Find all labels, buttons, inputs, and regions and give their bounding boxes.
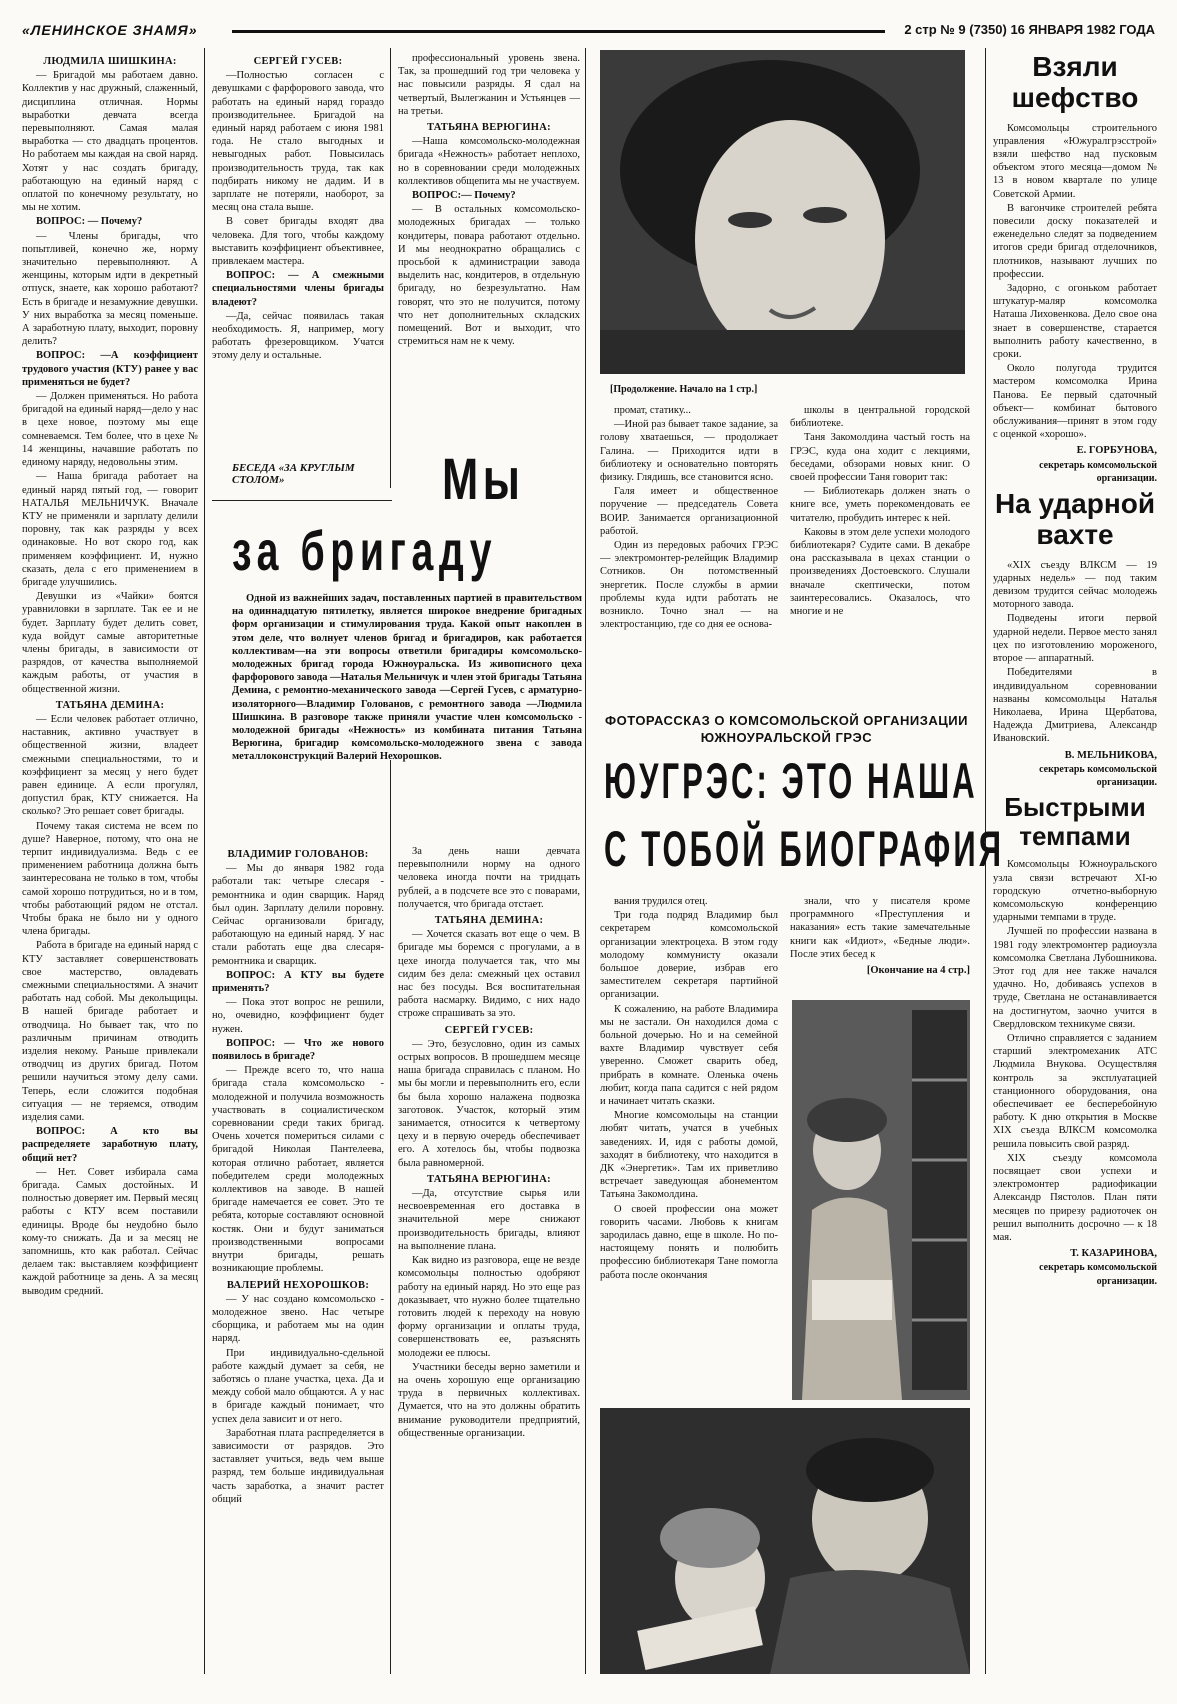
paragraph: — Пока этот вопрос не решили, но, очевидно, коэффициент будет нужен. [212, 997, 384, 1035]
paragraph: Три года подряд Владимир был секретарем комсомольской организации электроцеха. В этом году молодому коммунисту оказали большое доверие, избрав его заместителем секретаря партийной организации. [600, 910, 778, 1001]
column-rule [390, 760, 391, 1674]
portrait-photo [600, 50, 965, 374]
brief-headline: На ударной вахте [994, 488, 1156, 550]
paragraph: — Мы до января 1982 года работали так: четыре слесаря - ремонтника и один сварщик. Наряд был один. Зарплату делили поровну. Сейчас организовали бригаду, работающую на единый наряд. У нас стали работать еще два слесаря-ремонтника и сварщик. [212, 863, 384, 967]
paragraph: К сожалению, на работе Владимира мы не застали. Он находился дома с больной дочерью. Но и на семейной вахте Владимир чувствует себя уверенно. Сможет сварить обед, прибрать в комнате. Оленька очень любит, когда папа садится с ней рядом и начинает читать сказки. [600, 1003, 778, 1108]
lead-paragraph [232, 592, 582, 764]
speaker-name: ТАТЬЯНА ДЕМИНА: [55, 699, 165, 711]
paragraph: — Библиотекарь должен знать о книге все, уметь порекомендовать ее читателю, пробудить интерес к ней. [790, 486, 970, 524]
interview-column-2-top [212, 52, 384, 432]
paragraph: Галя имеет и общественное поручение — председатель Совета ВОИР. Занимается организационной работой. [600, 486, 778, 537]
speaker-name: СЕРГЕЙ ГУСЕВ: [444, 1024, 534, 1036]
continuation-note: [Продолжение. Начало на 1 стр.] [610, 384, 758, 395]
author-signature: В. МЕЛЬНИКОВА, [1064, 749, 1157, 761]
column-rule [204, 48, 205, 1674]
paragraph: Таня Закомолдина частый гость на ГРЭС, куда она ходит с лекциями, беседами, обзорами новых книг. О своей профессии Таня говорит так: [790, 432, 970, 484]
paragraph: Работа в бригаде на единый наряд с КТУ заставляет совершенствовать свое мастерство, овладевать смежными специальностями. А значит работать над собой. Мы декольщицы. В нашей бригаде работает и отводчица. Но бывает так, что по различным причинам отводить изделия некому. Раньше привлекали отводчиц из других бригад. Потом решили научиться этому делу сами. Теперь, если сложится подобная ситуация — не теряемся, отводим изделия сами. [22, 940, 198, 1124]
paragraph: В совет бригады входят два человека. Для того, чтобы каждому выставить коэффициент объективнее, привлекаем мастера. [212, 216, 384, 268]
paragraph: профессиональный уровень звена. Так, за прошедший год три человека у нас повысили разряды. Я сдал на четвертый, Вылегжанин и Устьянцев — на третьи. [398, 53, 580, 117]
paragraph: — Хочется сказать вот еще о чем. В бригаде мы боремся с прогулами, а в цехе иногда получается так, что мы сидим без дела: смежный цех оставил нас без посуды. Вся воспитательная работа насмарку. Видимо, с них надо строже спрашивать за это. [398, 929, 580, 1020]
paragraph: — Это, безусловно, один из самых острых вопросов. В прошедшем месяце наша бригада справилась с планом. Но мы бы могли и перевыполнить его, если бы была хорошо налажена подвозка заготовок. Участок, который этим занимается, относится к четвертому цеху и в первую очередь обеспечивает его. А хотелось бы, чтобы подвозка была равномерной. [398, 1038, 580, 1169]
paragraph: Заработная плата распределяется в зависимости от разрядов. Это заставляет учиться, ведь чем выше разряд, тем больше индивидуальная часть заработка, а значит растет общий [212, 1427, 384, 1505]
paragraph: школы в центральной городской библиотеке. [790, 405, 970, 430]
headline-brigade: за бригаду [232, 519, 498, 582]
paragraph: Участники беседы верно заметили и на очень хорошую еще организацию труда в первичных коллективах. Думается, что на это должны обратить внимание руководители предприятий, общественные организации. [398, 1361, 580, 1439]
paragraph: —Полностью согласен с девушками с фарфорового завода, что работать на единый наряд гораздо производительнее. Бригадой на единый наряд работаем с июня 1981 года. Не стало выгодных и невыгодных работ. Повысилась производительность труда, так как подбирать никому не дадим. И в зарплате не потеряли, наоборот, за месяц она стала выше. [212, 70, 384, 214]
author-signature: Е. ГОРБУНОВА, [1076, 445, 1157, 457]
paragraph: — Члены бригады, что попытливей, конечно же, норму значительно перевыполняют. А женщины, которым идти в декретный отпуск, знаете, как хорошо работают? Есть в бригаде и незамужние девушки. У них выработка за месяц поменьше. А заработную плату, выходит, поровну делить? [22, 230, 198, 348]
paragraph: — Бригадой мы работаем давно. Коллектив у нас дружный, слаженный, дисциплина отличная. Нормы выработки девчата всегда перевыполняют. Самая малая выработка — сто двадцать процентов. Но работаем мы каждая на свой наряд. Хотят у нас создать бригаду, работающую на единый наряд с оплатой по конечному результату, но мы не хотим. [22, 70, 198, 214]
newspaper-title: «ЛЕНИНСКОЕ ЗНАМЯ» [22, 22, 198, 38]
author-signature: [Окончание на 4 стр.] [866, 965, 970, 977]
paragraph: Комсомольцы строительного управления «Южуралгрэсстрой» взяли шефство над пусковым объектом этого месяца—домом № 13 в новом квартале по улице Советской Армии. [993, 122, 1157, 200]
paragraph: вания трудился отец. [614, 896, 708, 907]
photo-story-column-5b [790, 895, 970, 990]
headline-yugres-2: С ТОБОЙ БИОГРАФИЯ [604, 821, 1005, 877]
paragraph: Почему такая система не всем по душе? Наверное, потому, что она не терпит индивидуализма. Ведь с ее применением работница должна быть заинтересована не только в том, чтобы самой хорошо потрудиться, но и в том, чтобы работающий рядом не отстал. Чтобы брака не было ни у одного члена бригады. [22, 820, 198, 938]
interview-question: ВОПРОС: —А коэффициент трудового участия (КТУ) ранее у вас применяться не будет? [22, 350, 198, 388]
paragraph: — В остальных комсомольско-молодежных бригадах — только кондитеры, повара работают отдельно. И мы неоднократно обращались с просьбой к администрации завода выделить нас, кондитеров, в отдельную бригаду, но безрезультатно. Нам говорят, что это не получится, потому что нет дополнительных складских помещений. Вот и выходит, что стремиться нам не к чему. [398, 204, 580, 348]
beseda-label: БЕСЕДА «ЗА КРУГЛЫМ СТОЛОМ» [232, 462, 355, 486]
paragraph: Лучшей по профессии названа в 1981 году электромонтер радиоузла комсомолка Светлана Лубошникова. Этот год для нее также начался удачно. Но, добиваясь успехов в труде, Светлана не останавливается на достигнутом, заочно учится в Свердловском техникуме связи. [993, 926, 1157, 1030]
author-role: секретарь комсомольской организации. [1039, 459, 1157, 484]
paragraph: Победителями в индивидуальном соревновании названы комсомольцы Наталья Николаева, Ирина Щербатова, Надежда Дмитриева, Александр Ивановский. [993, 667, 1157, 745]
photo-story-column-5a [790, 404, 970, 669]
paragraph: Около полугода трудится мастером комсомолка Ирина Панова. Ее первый сдаточный объект— комбинат бытового обслуживания—принят в этом году с оценкой «хорошо». [993, 363, 1157, 441]
speaker-name: ТАТЬЯНА ДЕМИНА: [434, 915, 544, 927]
paragraph: знали, что у писателя кроме программного «Преступления и наказания» есть такие замечательные книги как «Идиот», «Бедные люди». После этих бесед к [790, 896, 970, 960]
paragraph: При индивидуально-сдельной работе каждый думает за себя, не заботясь о плане участка, цеха. Да и между собой мало общаются. А у нас в бригаде каждый понимает, что успех дела зависит и от него. [212, 1347, 384, 1425]
column-rule [585, 48, 586, 1674]
paragraph: — Если человек работает отлично, наставник, активно участвует в общественной жизни, владеет смежными специальностями, то и коэффициент за месяц у него будет равен единице. А если прогулял, допустил брак, КТУ снижается. На сколько? Это решает совет бригады. [22, 713, 198, 818]
interview-column-2-bottom [212, 845, 384, 1673]
library-photo [792, 1000, 970, 1400]
author-signature: Т. КАЗАРИНОВА, [1070, 1248, 1157, 1260]
author-role: секретарь комсомольской организации. [1039, 1262, 1157, 1287]
paragraph: — Должен применяться. Но работа бригадой на единый наряд—дело у нас в цехе новое, поэтому мы еще сомневаемся. Тем более, что в цехе № 14 женщины, начавшие работать по единому наряду, недовольны этим. [22, 391, 198, 469]
paragraph: — Прежде всего то, что наша бригада стала комсомольско - молодежной и получила возможность участвовать в социалистическом соревновании среди таких бригад. Очень хочется помериться силами с бригадой Николая Пантелеева, которая отлично работает, является победителем среди молодежных коллективов на заводе. В нашей бригаде намечается ее совет. Это те ребята, которые составляют основной костяк. Они и будут заниматься производственными вопросами внутри бригады, решать возникающие проблемы. [212, 1065, 384, 1275]
interview-question: ВОПРОС: — Что же нового появилось в бригаде? [212, 1037, 384, 1063]
paragraph: В вагончике строителей ребята повесили доску показателей и еженедельно следят за подведением итогов среди бригад отделочников, плотников, называют лучших по профессии. [993, 202, 1157, 280]
paragraph: Как видно из разговора, еще не везде комсомольцы полностью одобряют работу на единый наряд. Но это еще раз доказывает, что нужно более тщательно готовить людей к переходу на новую форму организации и оплаты труда, совершенствовать ее, разъяснять молодежи ее плюсы. [398, 1255, 580, 1359]
interview-question: ВОПРОС: А КТУ вы будете применять? [212, 969, 384, 995]
paragraph: —Иной раз бывает такое задание, за голову хватаешься, — продолжает Галина. — Приходится идти в библиотеку и основательно повторять физику. Глядишь, все становится ясно. [600, 419, 778, 484]
paragraph: Один из передовых рабочих ГРЭС— электромонтер-релейщик Владимир Сотников. Он потомственный энергетик. После службы в армии проблемы куда идти работать не возникло. Точно знал — на электростанцию, где со дня ее основа- [600, 540, 778, 631]
author-role: секретарь комсомольской организации. [1039, 763, 1157, 788]
brief-headline: Взяли шефство [1011, 51, 1139, 113]
interview-column-3-top [398, 52, 580, 444]
paragraph: О своей профессии она может говорить часами. Любовь к книгам зародилась давно, еще в школе. Но по-настоящему понять и полюбить профессию библиотекаря Тане помогла работа после окончания [600, 1203, 778, 1281]
speaker-name: ЛЮДМИЛА ШИШКИНА: [43, 56, 177, 67]
paragraph: Комсомольцы Южноуральского узла связи встречают XI-ю городскую отчетно-выборную комсомольскую конференцию ударными темпами в труде. [993, 859, 1157, 924]
paragraph: За день наши девчата перевыполнили норму на одного человека иногда почти на тридцать рублей, а в подсчете все это с поварами, получается, что бригада отстает. [398, 846, 580, 910]
issue-line: 2 стр № 9 (7350) 16 ЯНВАРЯ 1982 ГОДА [904, 22, 1155, 37]
right-column-briefs [993, 48, 1157, 1674]
photo-story-column-4a [600, 404, 778, 669]
interview-question: ВОПРОС: А кто вы распределяете заработную плату, общий нет? [22, 1126, 198, 1164]
brief-headline: Быстрыми темпами [1004, 792, 1146, 851]
paragraph: промат, статику... [614, 405, 691, 416]
paragraph: —Наша комсомольско-молодежная бригада «Нежность» работает неплохо, но в соревновании среди молодежных коллективов общепита мы не участвуем. [398, 136, 580, 187]
photo-story-column-4b [600, 895, 778, 1405]
masthead [22, 22, 1155, 42]
interview-column-3-bottom [398, 845, 580, 1673]
speaker-name: ТАТЬЯНА ВЕРЮГИНА: [427, 122, 551, 134]
paragraph: —Да, сейчас появилась такая необходимость. Я, например, могу работать фрезеровщиком. Учатся этому делу и остальные. [212, 310, 384, 362]
paragraph: — Наша бригада работает на единый наряд пятый год, — говорит НАТАЛЬЯ МЕЛЬНИЧУК. Вначале КТУ не применяли и зарплату делили поровну, так как разряды у всех одинаковые. Но вот скоро год, как применяем коэффициент. И, нужно сказать, дела с его применением в бригаде улучшились. [22, 471, 198, 588]
paragraph: Отлично справляется с заданием старший электромеханик АТС Людмила Внукова. Осуществляя контроль за эксплуатацией станционного оборудования, она обеспечивает ее бесперебойную работу. К дню открытия в Москве XIX съезда ВЛКСМ комсомолка решила повысить свой разряд. [993, 1032, 1157, 1150]
rubric-photo-story: ФОТОРАССКАЗ О КОМСОМОЛЬСКОЙ ОРГАНИЗАЦИИ ЮЖНОУРАЛЬСКОЙ ГРЭС [605, 713, 968, 745]
interview-question: ВОПРОС: — Почему? [36, 216, 143, 228]
speaker-name: СЕРГЕЙ ГУСЕВ: [253, 56, 343, 67]
paragraph: —Да, отсутствие сырья или несвоевременная его доставка в значительной мере снижают производительность бригады, влияют на выполнение плана. [398, 1188, 580, 1252]
speaker-name: ВЛАДИМИР ГОЛОВАНОВ: [227, 849, 369, 860]
paragraph: Задорно, с огоньком работает штукатур-маляр комсомолка Наташа Лиховенкова. Дело свое она знает в совершенстве, старается выполнить работу качественно, в сроки. [993, 283, 1157, 361]
paragraph: — Нет. Совет избирала сама бригада. Самых достойных. И полностью доверяет им. Первый месяц работы с КТУ всем поставили единицы. Вроде бы неудобно было кому-то снижать. Да и за месяц не запомнишь, кто как работал. Сейчас делаем так: выставляем коэффициент каждой работнице за день. А за месяц выводим средний. [22, 1166, 198, 1297]
interview-question: ВОПРОС: — А смежными специальностями члены бригады владеют? [212, 270, 384, 308]
paragraph: — У нас создано комсомольско - молодежное звено. Нас четыре сборщика, и работаем мы на один наряд. [212, 1293, 384, 1345]
paragraph: Девушки из «Чайки» боятся уравниловки в зарплате. Так ее и не будет. Зарплату будет делить совет, куда войдут самые авторитетные члены бригады, в зависимости от разрядов, от качества выполняемой каждым работы, от участия в общественной жизни. [22, 591, 198, 695]
masthead-rule [232, 30, 885, 33]
paragraph: «XIX съезду ВЛКСМ — 19 ударных недель» — под таким девизом трудится сейчас молодежь моторного завода. [993, 559, 1157, 611]
interview-column-1 [22, 52, 198, 1672]
interview-question: ВОПРОС:— Почему? [412, 190, 516, 202]
headline-my: Мы [442, 447, 525, 512]
paragraph: Многие комсомольцы на станции любят читать, учатся в учебных заведениях. И, идя с работы домой, заходят в библиотеку, что находится в ДК «Энергетик». Там их приветливо встречает заведующая абонементом Татьяна Закомолдина. [600, 1110, 778, 1201]
family-photo [600, 1408, 970, 1674]
paragraph: Подведены итоги первой ударной недели. Первое место занял цех по изготовлению мороженого, второе — аппаратный. [993, 613, 1157, 665]
speaker-name: ТАТЬЯНА ВЕРЮГИНА: [427, 1173, 551, 1185]
paragraph: Каковы в этом деле успехи молодого библиотекаря? Судите сами. В декабре она рассказывала в цехах станции о произведениях Достоевского. Слушали вначале скептически, потом заинтересовались. Оказалось, что многие и не [790, 526, 970, 618]
headline-yugres-1: ЮУГРЭС: ЭТО НАША [604, 753, 978, 809]
heading-rule [212, 500, 392, 501]
lead-text: Одной из важнейших задач, поставленных партией в правительством на одиннадцатую пятилетку, является широкое внедрение бригадных форм организации и стимулирования труда. Какой опыт накоплен в этом деле, что волнует членов бригад и бригадиров, как работается коллективам—на эти вопросы ответили бригадиры комсомольско-молодежных бригад города Южноуральска. Из живописного цеха фарфорового завода —Наталья Мельничук и член этой бригады Татьяна Демина, с ремонтно-механического завода —Сергей Гусев, с арматурно-изоляторного—Владимир Голованов, с ремонтного завода —Людмила Шишкина. В разговоре также приняли участие член комсомольско - молодежной бригады «Нежность» из комбината питания Татьяна Верюгина, бригадир комсомольско-молодежного звена с завода металлоконструкций Валерий Нехорошков. [232, 593, 582, 763]
paragraph: XIX съезду комсомола посвящает свои успехи и электромонтер радиофикации Александр Пястолов. План пяти месяцев по прирезу радиоточек он решил выполнить досрочно — к 18 мая. [993, 1152, 1157, 1243]
column-rule [390, 48, 391, 488]
speaker-name: ВАЛЕРИЙ НЕХОРОШКОВ: [226, 1279, 370, 1291]
